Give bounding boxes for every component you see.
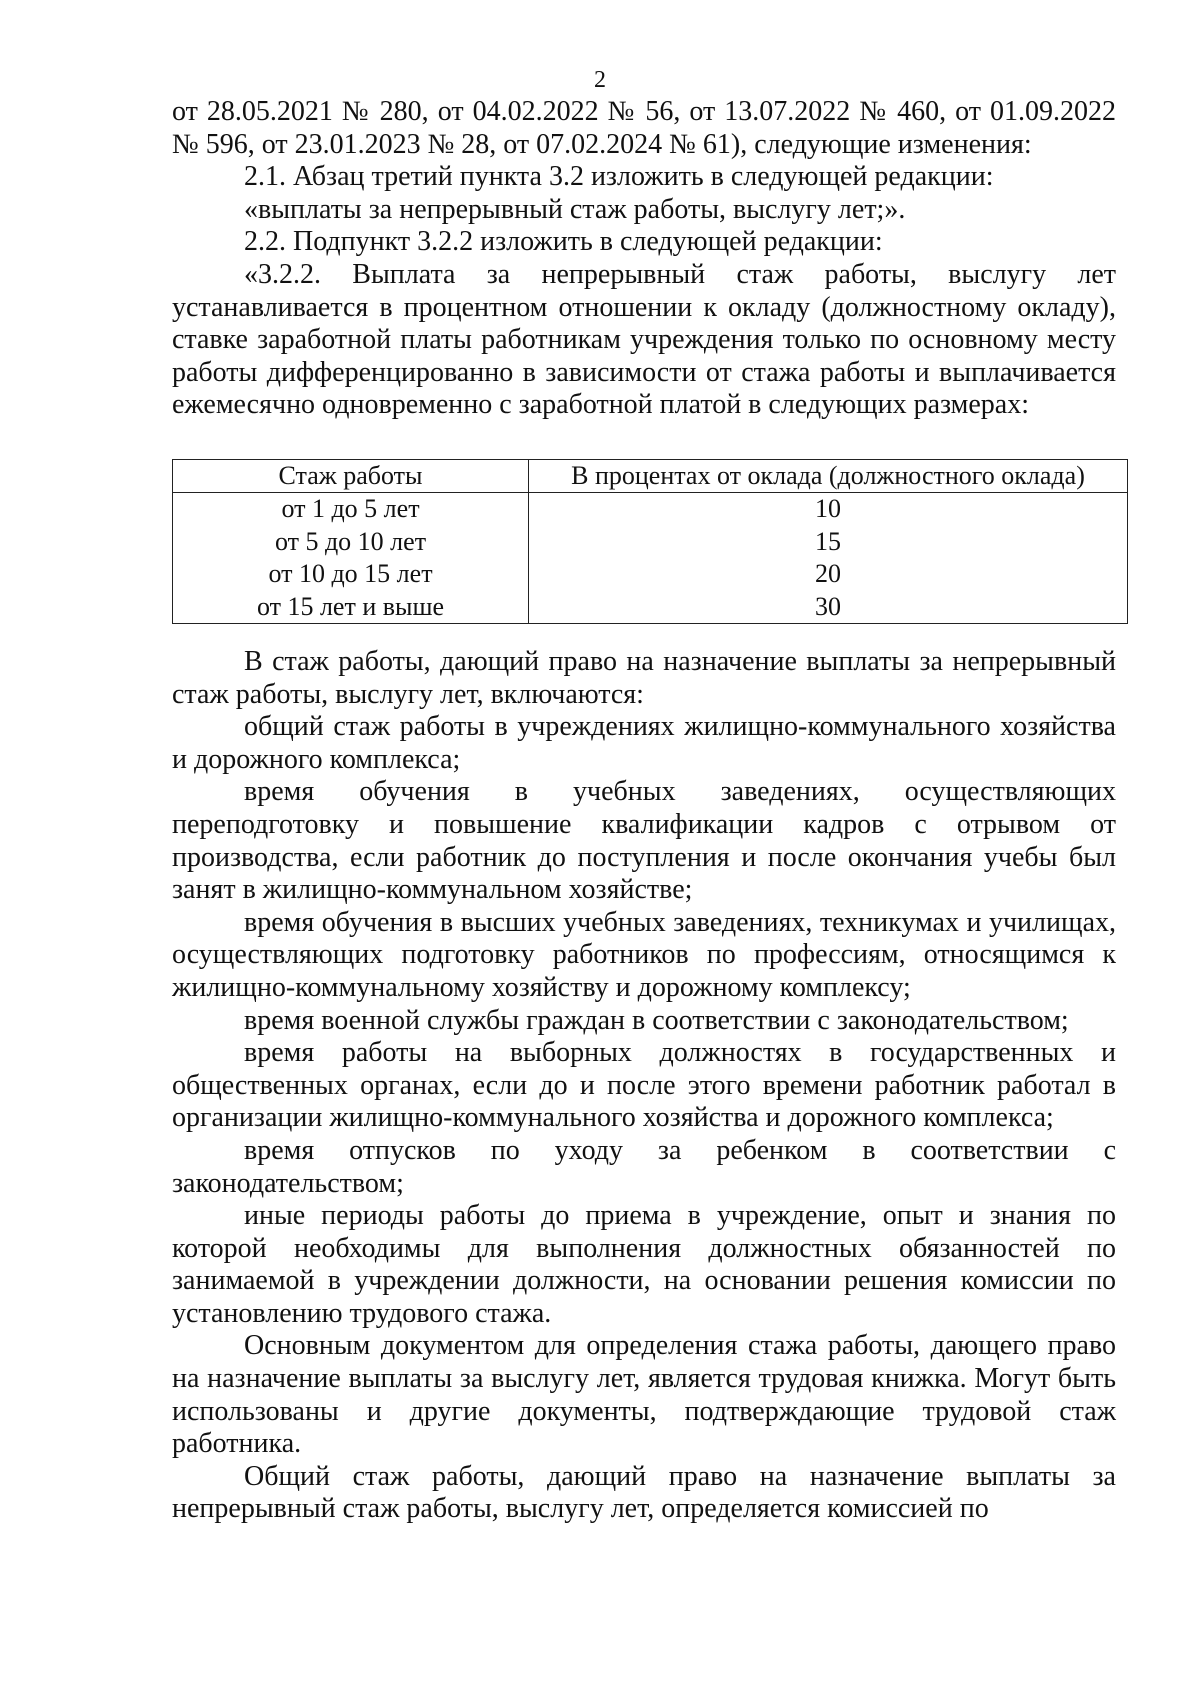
header-stazh: Стаж работы: [173, 460, 529, 493]
page-number: 2: [594, 67, 606, 93]
table-row: [173, 591, 1128, 624]
cell-percent: 10: [529, 493, 1128, 526]
body-paragraph: В стаж работы, дающий право на назначение выплаты за непрерывный стаж работы, выслугу лет, включаются:: [172, 646, 1116, 710]
body-paragraph: иные периоды работы до приема в учреждение, опыт и знания по которой необходимы для выполнения должностных обязанностей по занимаемой в учреждении должности, на основании решения комиссии по установлению трудового стажа.: [172, 1200, 1116, 1329]
header-percent: В процентах от оклада (должностного оклада): [529, 460, 1128, 493]
amendment-2-2-text: «3.2.2. Выплата за непрерывный стаж работы, выслугу лет устанавливается в процентном отношении к окладу (должностному окладу), ставке заработной платы работникам учреждения только по основному месту работы дифференцированно в зависимости от стажа работы и выплачивается ежемесячно одновременно с заработной платой в следующих размерах:: [172, 258, 1116, 421]
cell-percent: 30: [529, 591, 1128, 624]
body-paragraph: время военной службы граждан в соответствии с законодательством;: [244, 1004, 1069, 1036]
cell-stazh: от 1 до 5 лет: [173, 493, 529, 526]
body-paragraph: время обучения в учебных заведениях, осуществляющих переподготовку и повышение квалификации кадров с отрывом от производства, если работник до поступления и после окончания учебы был занят в жилищно-коммунальном хозяйстве;: [172, 776, 1116, 906]
body-section: [172, 646, 1116, 1526]
body-paragraph: время работы на выборных должностях в государственных и общественных органах, если до и после этого времени работник работал в организации жилищно-коммунального хозяйства и дорожного комплекса;: [172, 1037, 1116, 1134]
amendment-2-1: 2.1. Абзац третий пункта 3.2 изложить в следующей редакции:: [244, 161, 994, 193]
amendment-2-2: 2.2. Подпункт 3.2.2 изложить в следующей редакции:: [244, 226, 883, 258]
body-paragraph: Общий стаж работы, дающий право на назначение выплаты за непрерывный стаж работы, выслугу лет, определяется комиссией по: [172, 1460, 1116, 1525]
body-paragraph: время отпусков по уходу за ребенком в соответствии с законодательством;: [172, 1134, 1116, 1199]
stazh-table-wrapper: [172, 459, 1128, 624]
cell-percent: 15: [529, 526, 1128, 559]
stazh-table: [172, 459, 1128, 624]
table-row: [173, 526, 1128, 559]
amendment-2-1-text: «выплаты за непрерывный стаж работы, выслугу лет;».: [244, 193, 906, 225]
cell-percent: 20: [529, 558, 1128, 591]
table-row: [173, 493, 1128, 526]
cell-stazh: от 5 до 10 лет: [173, 526, 529, 559]
intro-section: [172, 96, 1116, 422]
cell-stazh: от 15 лет и выше: [173, 591, 529, 624]
intro-paragraph: от 28.05.2021 № 280, от 04.02.2022 № 56, от 13.07.2022 № 460, от 01.09.2022 № 596, от 23.01.2023 № 28, от 07.02.2024 № 61), следующие изменения:: [172, 96, 1116, 160]
body-paragraph: Основным документом для определения стажа работы, дающего право на назначение выплаты за выслугу лет, является трудовая книжка. Могут быть использованы и другие документы, подтверждающие трудовой стаж работника.: [172, 1330, 1116, 1460]
cell-stazh: от 10 до 15 лет: [173, 558, 529, 591]
body-paragraph: время обучения в высших учебных заведениях, техникумах и училищах, осуществляющих подготовку работников по профессиям, относящимся к жилищно-коммунальному хозяйству и дорожному комплексу;: [172, 906, 1116, 1003]
table-row: [173, 558, 1128, 591]
table-header-row: [173, 460, 1128, 493]
body-paragraph: общий стаж работы в учреждениях жилищно-коммунального хозяйства и дорожного комплекса;: [172, 711, 1116, 775]
